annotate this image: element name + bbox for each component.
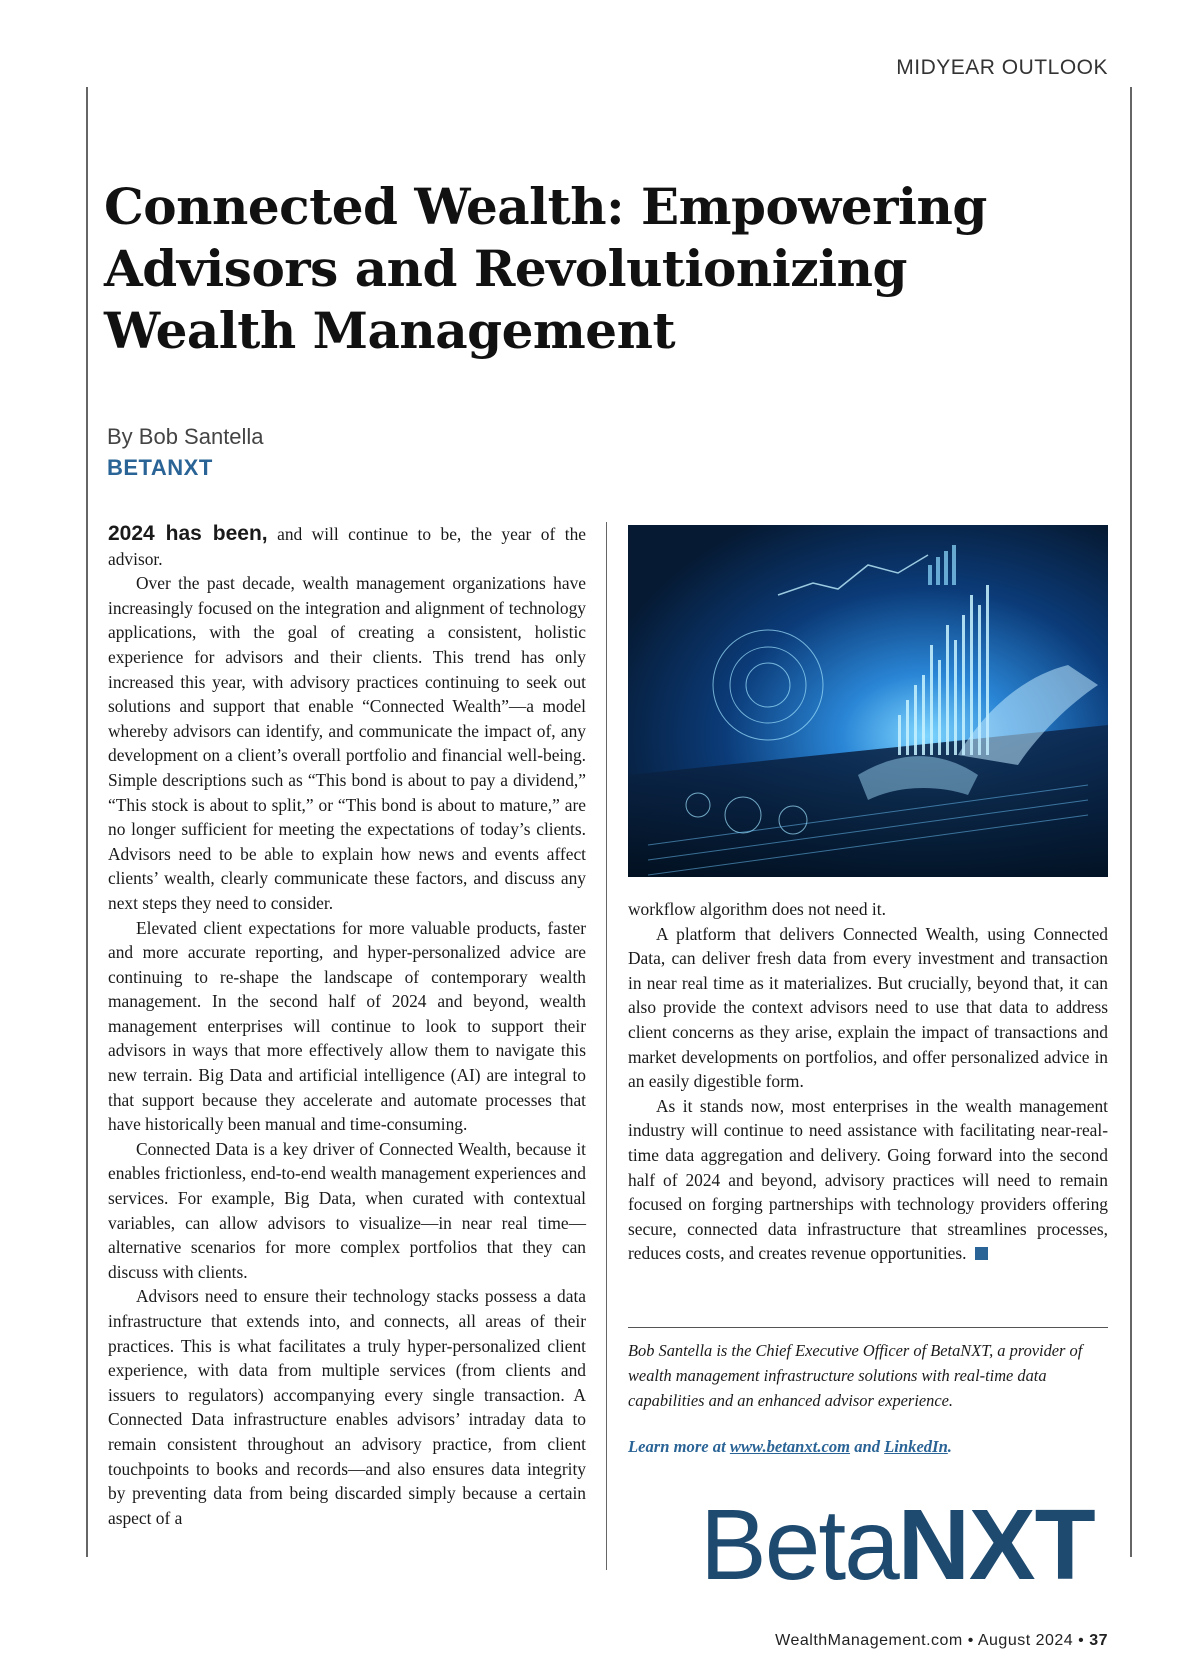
paragraph xyxy=(108,522,586,571)
page-number: 37 xyxy=(1089,1632,1108,1649)
paragraph-text: As it stands now, most enterprises in the wealth management industry will continue to need assistance with facilitating near-real-time data aggregation and delivery. Going forward into the second half of 2024 and beyond, advisory practices will need to remain focused on forging partnerships with technology providers offering secure, connected data infrastructure that streamlines processes, reduces costs, and creates revenue opportunities. xyxy=(628,1095,1108,1264)
section-label: MIDYEAR OUTLOOK xyxy=(896,56,1108,79)
learn-more-prefix: Learn more at xyxy=(628,1437,730,1456)
article-title: Connected Wealth: Empowering Advisors and Revolutionizing Wealth Management xyxy=(104,177,987,360)
hero-image xyxy=(628,525,1108,877)
linkedin-link[interactable]: LinkedIn xyxy=(884,1437,948,1456)
left-border-rule xyxy=(86,87,88,1557)
paragraph xyxy=(628,1094,1108,1266)
author-bio: Bob Santella is the Chief Executive Officer of BetaNXT, a provider of wealth management infrastructure solutions with real-time data capabilities and an enhanced advisor experience. xyxy=(628,1341,1083,1410)
learn-more-middle: and xyxy=(850,1437,885,1456)
paragraph: Elevated client expectations for more valuable products, faster and more accurate reporting, and hyper-personalized advice are continuing to re-shape the landscape of contemporary wealth management. In the second half of 2024 and beyond, wealth management enterprises will continue to look to support their advisors in ways that more effectively allow them to navigate this new terrain. Big Data and artificial intelligence (AI) are integral to that support because they accelerate and automate processes that have historically been manual and time-consuming. xyxy=(108,917,586,1135)
bio-divider xyxy=(628,1327,1108,1328)
betanxt-logo xyxy=(700,1490,1095,1600)
right-border-rule xyxy=(1130,87,1132,1557)
paragraph: workflow algorithm does not need it. xyxy=(628,899,886,919)
paragraph: A platform that delivers Connected Wealth, using Connected Data, can deliver fresh data from every investment and transaction in near real time as it materializes. But crucially, beyond that, it can also provide the context advisors need to use that data to address client concerns as they arise, explain the impact of transactions and market developments on portfolios, and offer personalized advice in an easily digestible form. xyxy=(628,923,1108,1092)
paragraph-text: and will continue to be, the year of the advisor. xyxy=(108,524,586,569)
fintech-illustration xyxy=(628,525,1108,877)
column-divider xyxy=(606,522,607,1570)
left-column xyxy=(108,522,586,1530)
end-of-article-mark xyxy=(975,1247,988,1260)
paragraph: Advisors need to ensure their technology stacks possess a data infrastructure that extends into, and connects, all areas of their practices. This is what facilitates a truly hyper-personalized client experience, with data from multiple services (from clients and issuers to regulators) accompanying every single transaction. A Connected Data infrastructure enables advisors’ intraday data to remain consistent throughout an advisory practice, from client touchpoints to books and records—and also ensures data integrity by preventing data from being discarded simply because a certain aspect of a xyxy=(108,1286,586,1528)
learn-more xyxy=(628,1437,1108,1457)
paragraph: Over the past decade, wealth management organizations have increasingly focused on the integration and alignment of technology applications, with the goal of creating a consistent, holistic experience for advisors and their clients. This trend has only increased this year, with advisory practices continuing to seek out solutions and support that enable “Connected Wealth”—a model whereby advisors can identify, and communicate the impact of, any development on a client’s overall portfolio and financial well-being. Simple descriptions such as “This bond is about to pay a dividend,” “This stock is about to split,” or “This bond is about to mature,” are no longer sufficient for meeting the expectations of today’s clients. Advisors need to be able to explain how news and events affect clients’ wealth, clearly communicate these factors, and discuss any next steps they need to consider. xyxy=(108,573,586,913)
page-footer xyxy=(775,1632,1108,1650)
footer-text: WealthManagement.com • August 2024 • xyxy=(775,1632,1090,1649)
paragraph: Connected Data is a key driver of Connected Wealth, because it enables frictionless, end-to-end wealth management experiences and services. For example, Big Data, when curated with contextual variables, can allow advisors to visualize—in near real time—alternative scenarios for more complex portfolios that they can discuss with clients. xyxy=(108,1138,586,1282)
author-byline: By Bob Santella xyxy=(107,424,264,449)
learn-more-suffix: . xyxy=(947,1437,952,1456)
website-link[interactable]: www.betanxt.com xyxy=(729,1437,851,1456)
author-company: BETANXT xyxy=(107,455,213,480)
logo-bold-text: NXT xyxy=(897,1489,1095,1601)
logo-light-text: Beta xyxy=(700,1489,898,1601)
right-column xyxy=(628,897,1108,1266)
lead-in: 2024 has been, xyxy=(108,522,268,545)
